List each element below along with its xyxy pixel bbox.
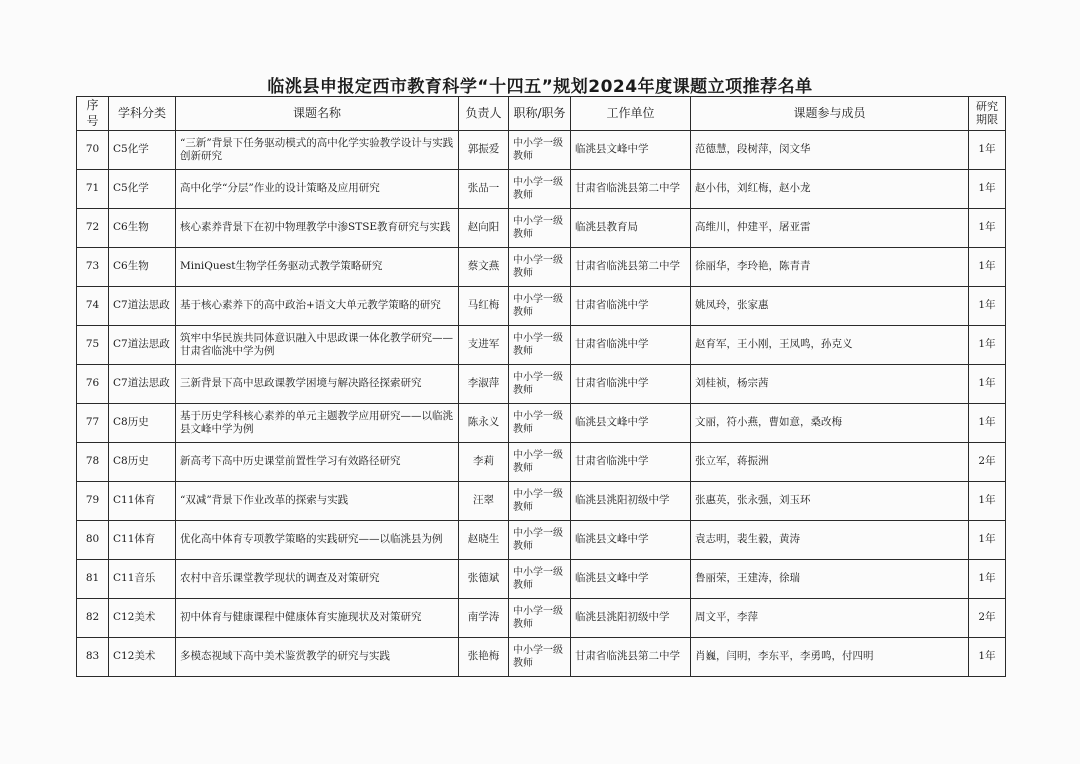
row-topic: 基于核心素养下的高中政治+语文大单元教学策略的研究: [176, 287, 459, 326]
row-members: 张惠英，张永强，刘玉环: [691, 482, 969, 521]
row-title: 中小学一级教师: [509, 521, 571, 560]
row-unit: 临洮县洮阳初级中学: [571, 482, 691, 521]
row-unit: 临洮县教育局: [571, 209, 691, 248]
row-leader: 李淑萍: [459, 365, 509, 404]
row-topic: 农村中音乐课堂教学现状的调查及对策研究: [176, 560, 459, 599]
row-members: 文丽，符小燕，曹如意，桑改梅: [691, 404, 969, 443]
row-title: 中小学一级教师: [509, 248, 571, 287]
row-unit: 临洮县文峰中学: [571, 560, 691, 599]
row-title: 中小学一级教师: [509, 482, 571, 521]
header-no: 序号: [77, 97, 109, 131]
row-title: 中小学一级教师: [509, 170, 571, 209]
table-row: [77, 404, 1006, 443]
row-subject: C5化学: [109, 131, 176, 170]
row-topic: 基于历史学科核心素养的单元主题教学应用研究——以临洮县文峰中学为例: [176, 404, 459, 443]
table-row: [77, 365, 1006, 404]
row-title: 中小学一级教师: [509, 560, 571, 599]
row-no: 80: [77, 521, 109, 560]
row-title: 中小学一级教师: [509, 404, 571, 443]
row-no: 71: [77, 170, 109, 209]
row-no: 79: [77, 482, 109, 521]
row-no: 83: [77, 638, 109, 677]
row-members: 徐丽华，李玲艳，陈青青: [691, 248, 969, 287]
table-row: [77, 248, 1006, 287]
row-members: 范德慧，段树萍，闵文华: [691, 131, 969, 170]
row-period: 2年: [969, 443, 1006, 482]
row-leader: 赵晓生: [459, 521, 509, 560]
row-members: 肖巍，闫明，李东平，李勇鸣，付四明: [691, 638, 969, 677]
row-title: 中小学一级教师: [509, 287, 571, 326]
row-period: 2年: [969, 599, 1006, 638]
row-no: 73: [77, 248, 109, 287]
row-unit: 甘肃省临洮县第二中学: [571, 170, 691, 209]
page-title: 临洮县申报定西市教育科学“十四五”规划2024年度课题立项推荐名单: [267, 77, 813, 97]
row-title: 中小学一级教师: [509, 131, 571, 170]
row-topic: 筑牢中华民族共同体意识融入中思政课一体化教学研究——甘肃省临洮中学为例: [176, 326, 459, 365]
table-row: [77, 521, 1006, 560]
row-period: 1年: [969, 560, 1006, 599]
row-unit: 临洮县文峰中学: [571, 404, 691, 443]
row-no: 77: [77, 404, 109, 443]
row-title: 中小学一级教师: [509, 443, 571, 482]
row-members: 张立军，蒋振洲: [691, 443, 969, 482]
row-leader: 张品一: [459, 170, 509, 209]
row-leader: 郭振爱: [459, 131, 509, 170]
row-unit: 临洮县文峰中学: [571, 131, 691, 170]
row-subject: C6生物: [109, 209, 176, 248]
table-row: [77, 560, 1006, 599]
row-members: 刘桂祯，杨宗茜: [691, 365, 969, 404]
row-topic: 核心素养背景下在初中物理教学中渗STSE教育研究与实践: [176, 209, 459, 248]
row-unit: 甘肃省临洮中学: [571, 365, 691, 404]
row-leader: 李莉: [459, 443, 509, 482]
row-members: 姚凤玲，张家惠: [691, 287, 969, 326]
row-subject: C7道法思政: [109, 326, 176, 365]
row-leader: 蔡文燕: [459, 248, 509, 287]
table-row: [77, 482, 1006, 521]
row-topic: 多模态视域下高中美术鉴赏教学的研究与实践: [176, 638, 459, 677]
header-topic: 课题名称: [176, 97, 459, 131]
row-leader: 南学涛: [459, 599, 509, 638]
header-period: 研究期限: [969, 97, 1006, 131]
row-leader: 张德斌: [459, 560, 509, 599]
row-period: 1年: [969, 248, 1006, 287]
row-period: 1年: [969, 521, 1006, 560]
row-no: 70: [77, 131, 109, 170]
row-subject: C5化学: [109, 170, 176, 209]
row-members: 鲁丽荣，王建涛，徐瑞: [691, 560, 969, 599]
row-subject: C11体育: [109, 521, 176, 560]
row-no: 81: [77, 560, 109, 599]
row-subject: C8历史: [109, 404, 176, 443]
table-header-row: [77, 97, 1006, 131]
row-no: 74: [77, 287, 109, 326]
row-members: 袁志明，裴生毅，黄涛: [691, 521, 969, 560]
row-period: 1年: [969, 638, 1006, 677]
row-period: 1年: [969, 209, 1006, 248]
row-period: 1年: [969, 131, 1006, 170]
project-table: [76, 96, 1006, 677]
row-unit: 甘肃省临洮县第二中学: [571, 638, 691, 677]
row-subject: C11体育: [109, 482, 176, 521]
row-unit: 临洮县洮阳初级中学: [571, 599, 691, 638]
table-row: [77, 209, 1006, 248]
row-title: 中小学一级教师: [509, 326, 571, 365]
table-row: [77, 599, 1006, 638]
row-subject: C11音乐: [109, 560, 176, 599]
row-period: 1年: [969, 404, 1006, 443]
header-subject: 学科分类: [109, 97, 176, 131]
row-leader: 支进军: [459, 326, 509, 365]
row-leader: 马红梅: [459, 287, 509, 326]
row-topic: 初中体育与健康课程中健康体育实施现状及对策研究: [176, 599, 459, 638]
row-no: 72: [77, 209, 109, 248]
table-row: [77, 170, 1006, 209]
row-period: 1年: [969, 482, 1006, 521]
header-members: 课题参与成员: [691, 97, 969, 131]
row-period: 1年: [969, 365, 1006, 404]
row-subject: C7道法思政: [109, 287, 176, 326]
row-topic: 新高考下高中历史课堂前置性学习有效路径研究: [176, 443, 459, 482]
row-period: 1年: [969, 170, 1006, 209]
row-unit: 临洮县文峰中学: [571, 521, 691, 560]
header-title: 职称/职务: [509, 97, 571, 131]
row-period: 1年: [969, 326, 1006, 365]
row-subject: C12美术: [109, 599, 176, 638]
row-members: 赵育军，王小刚，王凤鸣，孙克义: [691, 326, 969, 365]
row-title: 中小学一级教师: [509, 599, 571, 638]
row-topic: 高中化学“分层”作业的设计策略及应用研究: [176, 170, 459, 209]
row-no: 76: [77, 365, 109, 404]
row-subject: C7道法思政: [109, 365, 176, 404]
row-subject: C12美术: [109, 638, 176, 677]
header-unit: 工作单位: [571, 97, 691, 131]
table-row: [77, 131, 1006, 170]
row-period: 1年: [969, 287, 1006, 326]
table-row: [77, 326, 1006, 365]
row-topic: 三新背景下高中思政课教学困境与解决路径探索研究: [176, 365, 459, 404]
table-row: [77, 638, 1006, 677]
row-subject: C8历史: [109, 443, 176, 482]
row-title: 中小学一级教师: [509, 638, 571, 677]
row-members: 赵小伟，刘红梅，赵小龙: [691, 170, 969, 209]
header-leader: 负责人: [459, 97, 509, 131]
row-no: 82: [77, 599, 109, 638]
row-no: 75: [77, 326, 109, 365]
row-title: 中小学一级教师: [509, 209, 571, 248]
row-unit: 甘肃省临洮中学: [571, 287, 691, 326]
row-leader: 汪翠: [459, 482, 509, 521]
row-topic: MiniQuest生物学任务驱动式教学策略研究: [176, 248, 459, 287]
row-members: 周文平，李萍: [691, 599, 969, 638]
table-row: [77, 443, 1006, 482]
row-leader: 张艳梅: [459, 638, 509, 677]
row-title: 中小学一级教师: [509, 365, 571, 404]
row-topic: 优化高中体育专项教学策略的实践研究——以临洮县为例: [176, 521, 459, 560]
table-row: [77, 287, 1006, 326]
row-unit: 甘肃省临洮中学: [571, 326, 691, 365]
row-no: 78: [77, 443, 109, 482]
row-subject: C6生物: [109, 248, 176, 287]
row-members: 高维川，仲建平，屠亚雷: [691, 209, 969, 248]
row-topic: “双减”背景下作业改革的探索与实践: [176, 482, 459, 521]
row-unit: 甘肃省临洮县第二中学: [571, 248, 691, 287]
row-unit: 甘肃省临洮中学: [571, 443, 691, 482]
row-leader: 陈永义: [459, 404, 509, 443]
row-leader: 赵向阳: [459, 209, 509, 248]
row-topic: “三新”背景下任务驱动模式的高中化学实验教学设计与实践创新研究: [176, 131, 459, 170]
